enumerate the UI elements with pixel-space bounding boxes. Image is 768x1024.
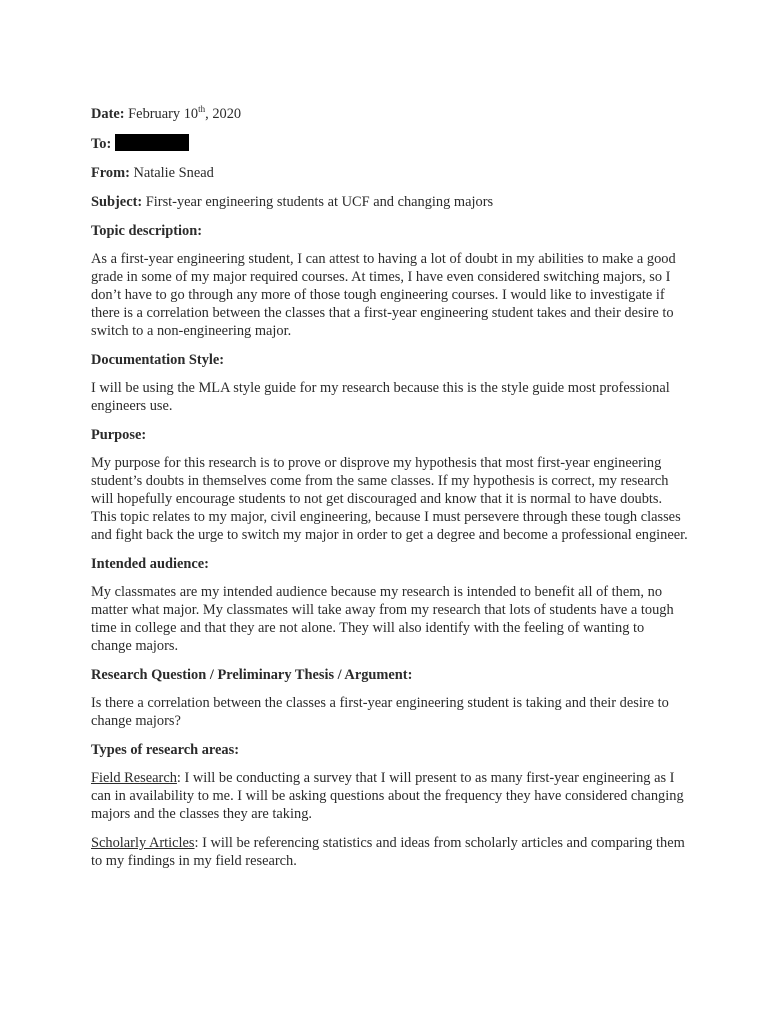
areas-heading: Types of research areas: <box>91 742 240 758</box>
date-suffix: th <box>198 104 206 114</box>
question-paragraph: Is there a correlation between the classes a first-year engineering student is taking and their desire to change majors? <box>91 695 669 729</box>
date-label: Date: <box>91 106 125 122</box>
documentation-heading: Documentation Style: <box>91 352 225 368</box>
to-line <box>91 134 688 153</box>
question-heading: Research Question / Preliminary Thesis / Argument: <box>91 667 413 683</box>
redaction-box <box>115 134 189 151</box>
subject-value: First-year engineering students at UCF and changing majors <box>145 194 494 210</box>
field-research-text: : I will be conducting a survey that I will present to as many first-year engineering as I can in availability to me. I will be asking questions about the frequency they have considered changing majors and the classes they are taking. <box>91 770 684 822</box>
subject-line <box>91 193 688 211</box>
to-label: To: <box>91 136 112 152</box>
date-line <box>91 105 688 123</box>
from-label: From: <box>91 165 130 181</box>
date-month-day: February 10 <box>128 106 199 122</box>
date-value <box>128 106 241 122</box>
scholarly-articles-text: : I will be referencing statistics and ideas from scholarly articles and comparing them to my findings in my field research. <box>91 835 685 869</box>
date-year: , 2020 <box>205 106 242 122</box>
audience-paragraph: My classmates are my intended audience because my research is intended to benefit all of them, no matter what major. My classmates will take away from my research that lots of students have a tough time in college and that they are not alone. They will also identify with the feeling of wanting to change majors. <box>91 584 674 654</box>
topic-heading: Topic description: <box>91 223 203 239</box>
purpose-paragraph: My purpose for this research is to prove or disprove my hypothesis that most first-year engineering student’s doubts in themselves come from the same classes. If my hypothesis is correct, my research will hopefully encourage students to not get discouraged and know that it is normal to have doubts. This topic relates to my major, civil engineering, because I must persevere through these tough classes and fight back the urge to switch my major in order to get a degree and become a professional engineer. <box>91 455 688 543</box>
topic-paragraph: As a first-year engineering student, I can attest to having a lot of doubt in my abilities to make a good grade in some of my major required courses. At times, I have even considered switching majors, so I don’t have to go through any more of those tough engineering courses. I would like to investigate if there is a correlation between the classes that a first-year engineering student takes and their desire to switch to a non-engineering major. <box>91 251 676 339</box>
field-research-label: Field Research <box>91 770 177 786</box>
from-line <box>91 164 688 182</box>
purpose-heading: Purpose: <box>91 427 147 443</box>
from-value: Natalie Snead <box>133 165 214 181</box>
documentation-paragraph: I will be using the MLA style guide for my research because this is the style guide most professional engineers use. <box>91 380 670 414</box>
audience-heading: Intended audience: <box>91 556 209 572</box>
subject-label: Subject: <box>91 194 143 210</box>
scholarly-articles-paragraph <box>91 834 688 870</box>
field-research-paragraph <box>91 769 688 823</box>
scholarly-articles-label: Scholarly Articles <box>91 835 195 851</box>
